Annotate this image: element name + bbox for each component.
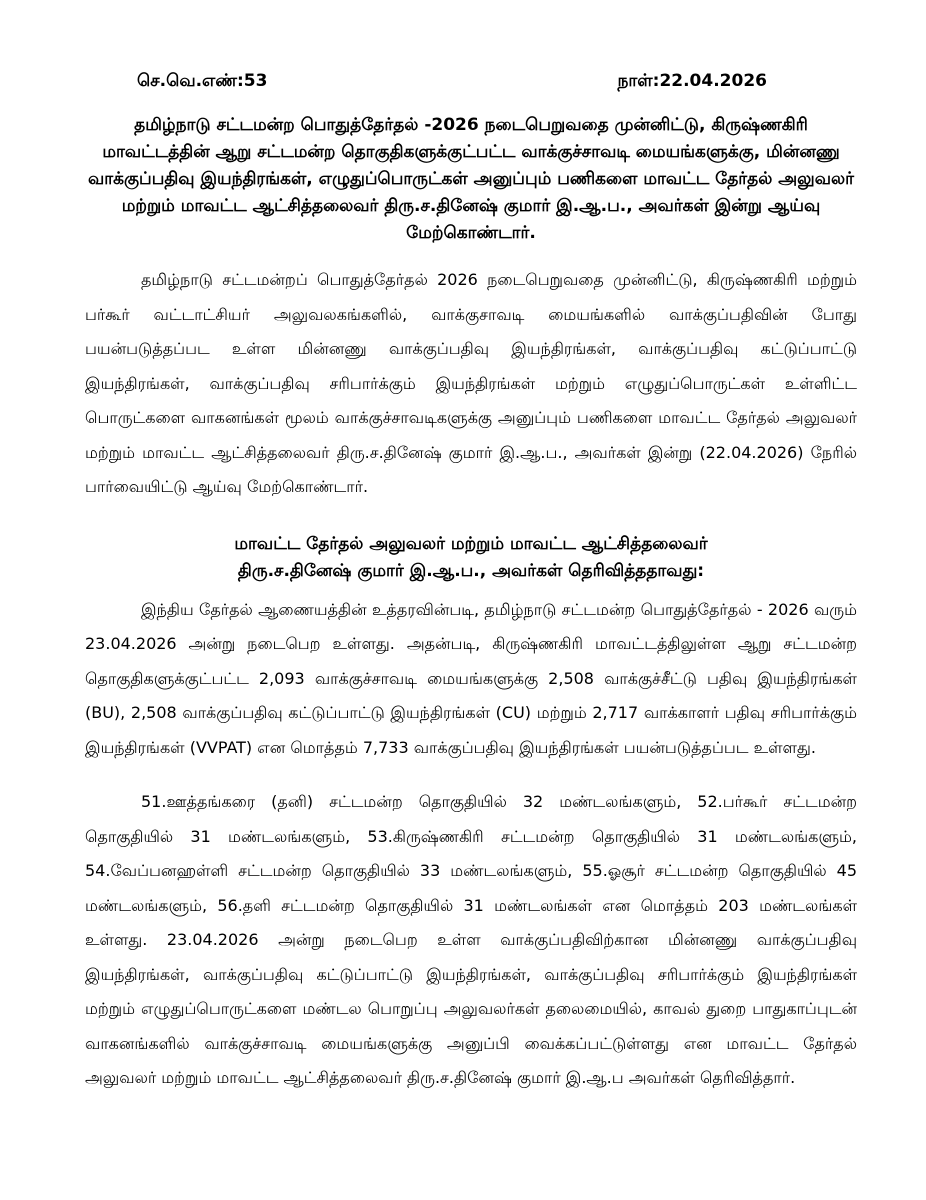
- press-release: [85, 68, 857, 1096]
- headline: தமிழ்நாடு சட்டமன்ற பொதுத்தேர்தல் -2026 நடைபெறுவதை முன்னிட்டு, கிருஷ்ணகிரி மாவட்டத்தின் ஆறு சட்டமன்ற தொகுதிகளுக்குட்பட்ட வாக்குச்சாவடி மையங்களுக்கு, மின்னணு வாக்குப்பதிவு இயந்திரங்கள், எழுதுப்பொருட்கள் அனுப்பும் பணிகளை மாவட்ட தேர்தல் அலுவலர் மற்றும் மாவட்ட ஆட்சித்தலைவர் திரு.ச.தினேஷ் குமார் இ.ஆ.ப., அவர்கள் இன்று ஆய்வு மேற்கொண்டார்.: [88, 115, 854, 243]
- subheading-line-2: திரு.ச.தினேஷ் குமார் இ.ஆ.ப., அவர்கள் தெரிவித்ததாவது:: [237, 560, 705, 581]
- subheading-line-1: மாவட்ட தேர்தல் அலுவலர் மற்றும் மாவட்ட ஆட்சித்தலைவர்: [234, 533, 708, 554]
- paragraph-3: 51.ஊத்தங்கரை (தனி) சட்டமன்ற தொகுதியில் 32 மண்டலங்களும், 52.பர்கூர் சட்டமன்ற தொகுதியில் 31 மண்டலங்களும், 53.கிருஷ்ணகிரி சட்டமன்ற தொகுதியில் 31 மண்டலங்களும், 54.வேப்பனஹள்ளி சட்டமன்ற தொகுதியில் 33 மண்டலங்களும், 55.ஓசூர் சட்டமன்ற தொகுதியில் 45 மண்டலங்களும், 56.தளி சட்டமன்ற தொகுதியில் 31 மண்டலங்கள் என மொத்தம் 203 மண்டலங்கள் உள்ளது. 23.04.2026 அன்று நடைபெற உள்ள வாக்குப்பதிவிற்கான மின்னணு வாக்குப்பதிவு இயந்திரங்கள், வாக்குப்பதிவு கட்டுப்பாட்டு இயந்திரங்கள், வாக்குப்பதிவு சரிபார்க்கும் இயந்திரங்கள் மற்றும் எழுதுப்பொருட்களை மண்டல பொறுப்பு அலுவலர்கள் தலைமையில், காவல் துறை பாதுகாப்புடன் வாகனங்களில் வாக்குச்சாவடி மையங்களுக்கு அனுப்பி வைக்கப்பட்டுள்ளது என மாவட்ட தேர்தல் அலுவலர் மற்றும் மாவட்ட ஆட்சித்தலைவர் திரு.ச.தினேஷ் குமார் இ.ஆ.ப அவர்கள் தெரிவித்தார்.: [85, 792, 858, 1087]
- release-number: செ.வெ.எண்:53: [137, 71, 268, 91]
- paragraph-1: தமிழ்நாடு சட்டமன்றப் பொதுத்தேர்தல் 2026 நடைபெறுவதை முன்னிட்டு, கிருஷ்ணகிரி மற்றும் பர்கூர் வட்டாட்சியர் அலுவலகங்களில், வாக்குசாவடி மையங்களில் வாக்குப்பதிவின் போது பயன்படுத்தப்பட உள்ள மின்னணு வாக்குப்பதிவு இயந்திரங்கள், வாக்குப்பதிவு கட்டுப்பாட்டு இயந்திரங்கள், வாக்குப்பதிவு சரிபார்க்கும் இயந்திரங்கள் மற்றும் எழுதுப்பொருட்கள் உள்ளிட்ட பொருட்களை வாகனங்கள் மூலம் வாக்குச்சாவடிகளுக்கு அனுப்பும் பணிகளை மாவட்ட தேர்தல் அலுவலர் மற்றும் மாவட்ட ஆட்சித்தலைவர் திரு.ச.தினேஷ் குமார் இ.ஆ.ப., அவர்கள் இன்று (22.04.2026) நேரில் பார்வையிட்டு ஆய்வு மேற்கொண்டார்.: [85, 270, 857, 496]
- paragraph-gap: [85, 765, 857, 785]
- release-date: நாள்:22.04.2026: [617, 71, 767, 91]
- subheading: [85, 531, 857, 585]
- paragraph-2: இந்திய தேர்தல் ஆணையத்தின் உத்தரவின்படி, தமிழ்நாடு சட்டமன்ற பொதுத்தேர்தல் - 2026 வரும் 23.04.2026 அன்று நடைபெற உள்ளது. அதன்படி, கிருஷ்ணகிரி மாவட்டத்திலுள்ள ஆறு சட்டமன்ற தொகுதிகளுக்குட்பட்ட 2,093 வாக்குச்சாவடி மையங்களுக்கு 2,508 வாக்குச்சீட்டு பதிவு இயந்திரங்கள் (BU), 2,508 வாக்குப்பதிவு கட்டுப்பாட்டு இயந்திரங்கள் (CU) மற்றும் 2,717 வாக்காளர் பதிவு சரிபார்க்கும் இயந்திரங்கள் (VVPAT) என மொத்தம் 7,733 வாக்குப்பதிவு இயந்திரங்கள் பயன்படுத்தப்பட உள்ளது.: [85, 599, 857, 757]
- meta-row: [85, 68, 857, 94]
